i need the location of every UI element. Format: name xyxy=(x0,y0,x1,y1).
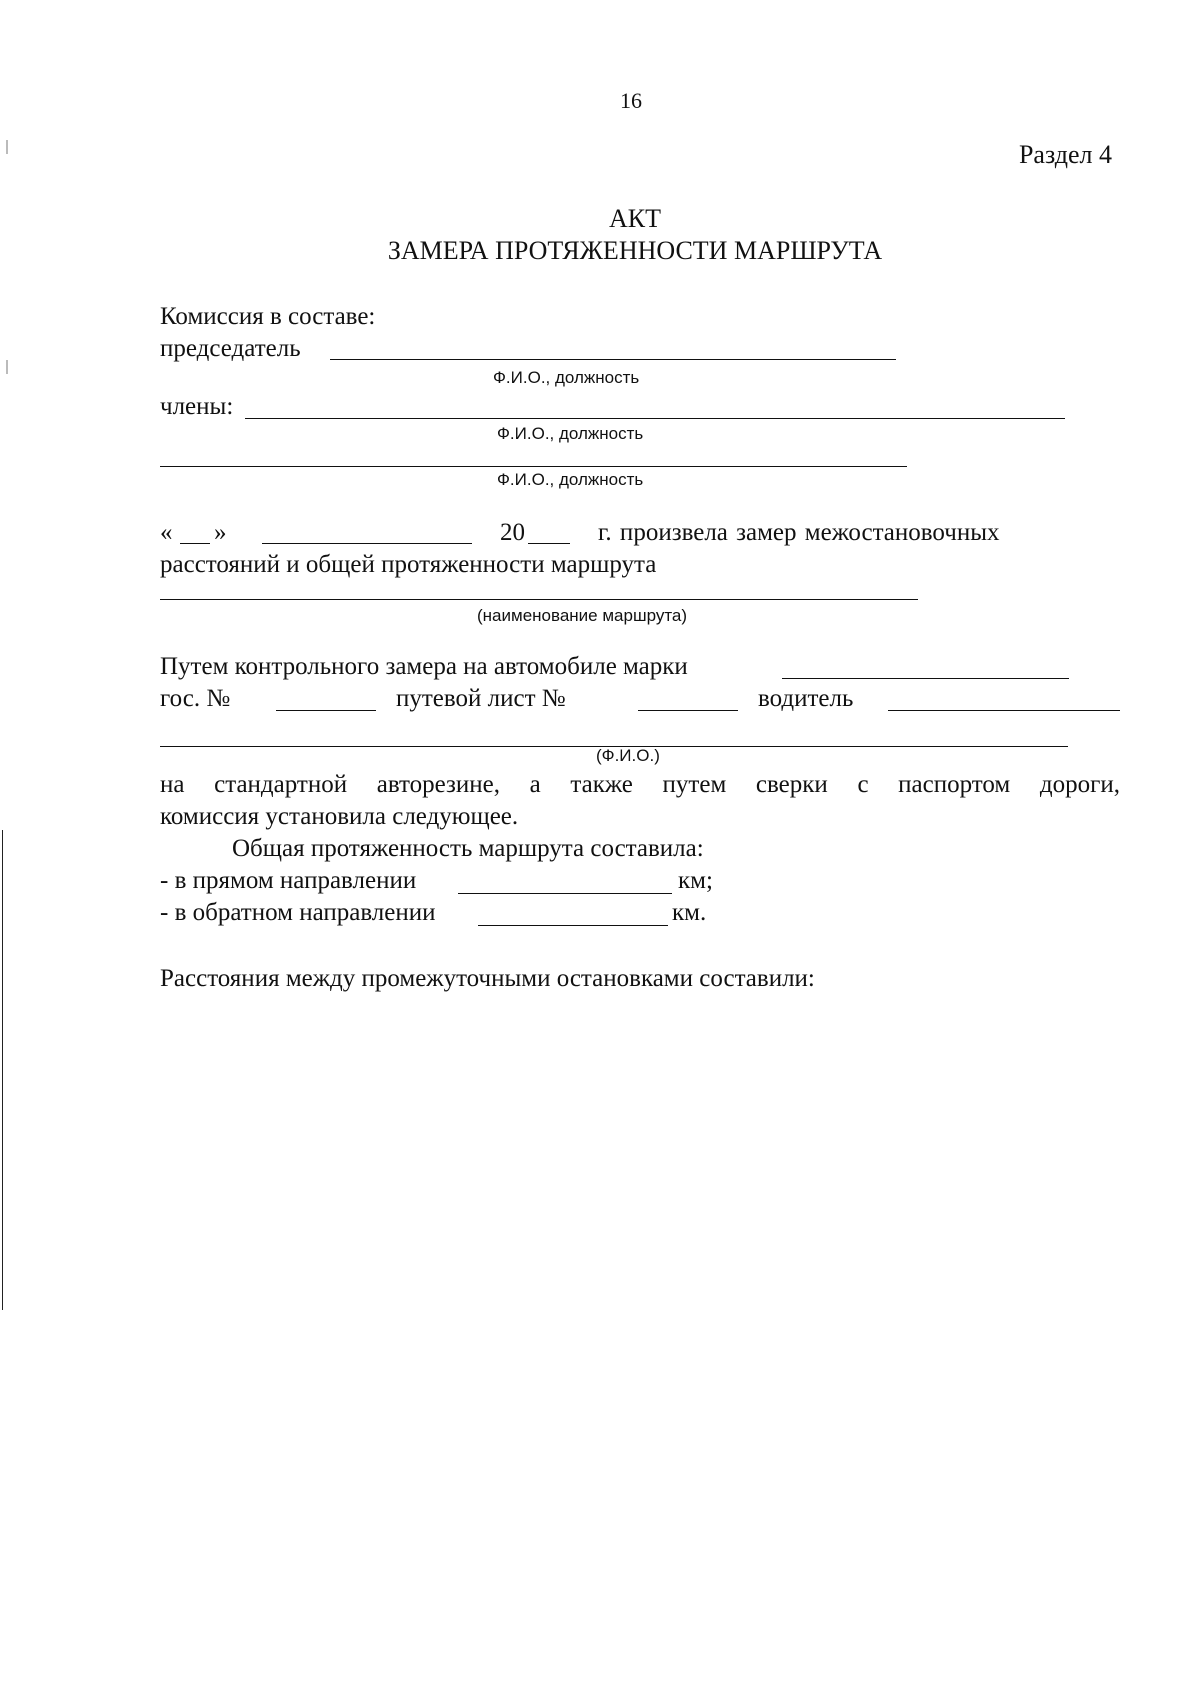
forward-unit: км; xyxy=(678,867,713,894)
commission-heading: Комиссия в составе: xyxy=(160,303,376,330)
chairman-label: председатель xyxy=(160,335,301,362)
paragraph-line-2: комиссия установила следующее. xyxy=(160,803,519,830)
member-field-2[interactable] xyxy=(160,466,907,467)
distances-heading: Расстояния между промежуточными остановками составили: xyxy=(160,965,815,992)
chairman-caption: Ф.И.О., должность xyxy=(493,368,640,387)
forward-label: - в прямом направлении xyxy=(160,867,417,894)
date-close-quote: » xyxy=(214,519,227,546)
backward-distance-field[interactable] xyxy=(478,925,668,926)
member-field-1[interactable] xyxy=(245,418,1065,419)
waybill-label: путевой лист № xyxy=(396,685,566,712)
gos-number-label: гос. № xyxy=(160,685,231,712)
route-caption: (наименование маршрута) xyxy=(477,606,688,625)
document-title: АКТ xyxy=(609,204,661,233)
date-line-text: г. произвела замер межостановочных xyxy=(598,519,1000,546)
backward-label: - в обратном направлении xyxy=(160,899,436,926)
year-field[interactable] xyxy=(528,543,570,544)
scan-edge-line xyxy=(2,830,3,1310)
page-number: 16 xyxy=(620,88,642,113)
section-label: Раздел 4 xyxy=(1018,140,1112,169)
forward-distance-field[interactable] xyxy=(458,893,672,894)
member-caption-2: Ф.И.О., должность xyxy=(497,470,644,489)
date-open-quote: « xyxy=(160,519,173,546)
day-field[interactable] xyxy=(180,543,210,544)
route-name-field[interactable] xyxy=(160,599,918,600)
vehicle-line: Путем контрольного замера на автомобиле марки xyxy=(160,653,688,680)
date-line-text-2: расстояний и общей протяженности маршрута xyxy=(160,551,657,578)
waybill-field[interactable] xyxy=(638,710,738,711)
driver-field-1[interactable] xyxy=(888,710,1120,711)
driver-label: водитель xyxy=(758,685,854,712)
driver-caption: (Ф.И.О.) xyxy=(596,746,660,765)
gos-number-field[interactable] xyxy=(276,710,376,711)
month-field[interactable] xyxy=(262,543,472,544)
member-caption-1: Ф.И.О., должность xyxy=(497,424,644,443)
paragraph-line-1: на стандартной авторезине, а также путем сверки с паспортом дороги, xyxy=(160,771,1120,798)
year-prefix: 20 xyxy=(500,519,525,546)
members-label: члены: xyxy=(160,393,234,420)
scan-edge-mark xyxy=(6,360,8,374)
chairman-field[interactable] xyxy=(330,359,896,360)
car-brand-field[interactable] xyxy=(782,678,1069,679)
backward-unit: км. xyxy=(672,899,707,926)
total-heading: Общая протяженность маршрута составила: xyxy=(232,835,704,862)
scan-edge-mark xyxy=(6,140,8,154)
document-subtitle: ЗАМЕРА ПРОТЯЖЕННОСТИ МАРШРУТА xyxy=(387,236,883,265)
